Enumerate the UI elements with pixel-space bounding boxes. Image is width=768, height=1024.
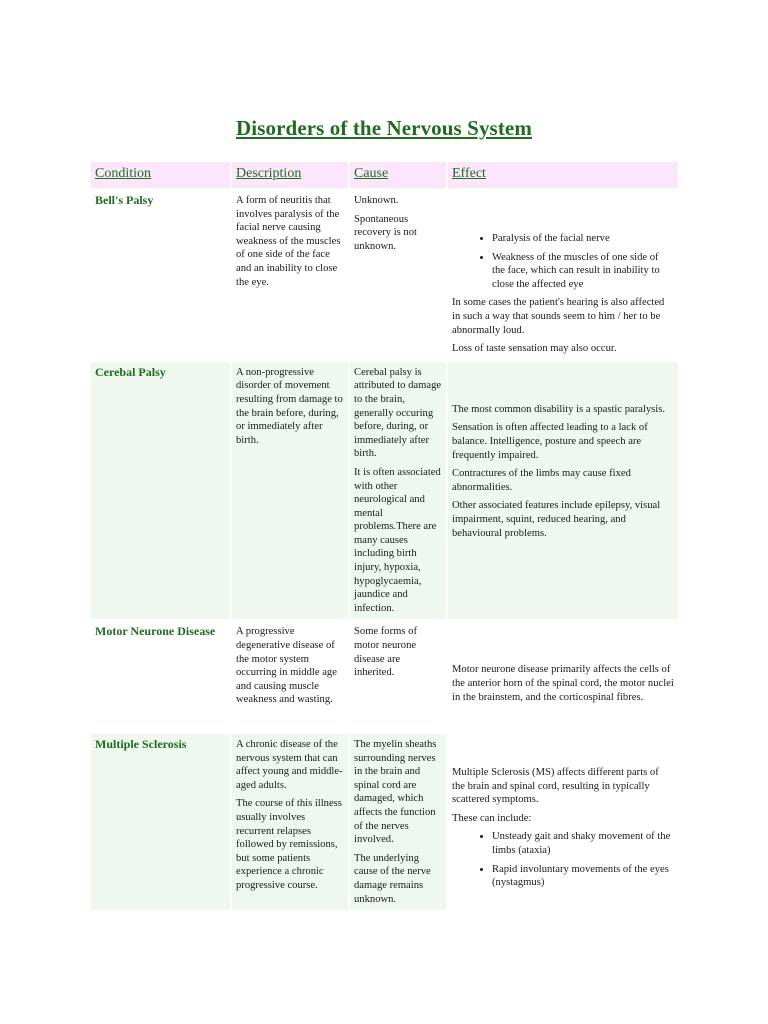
effect-bullet: • Paralysis of the facial nerve bbox=[492, 232, 674, 246]
header-effect: Effect bbox=[448, 162, 678, 188]
condition-cell: Multiple Sclerosis bbox=[91, 734, 230, 910]
condition-cell: Bell's Palsy bbox=[91, 190, 230, 360]
cause-cell bbox=[350, 621, 446, 732]
description-cell bbox=[232, 621, 348, 732]
condition-cell: Cerebal Palsy bbox=[91, 362, 230, 620]
table-header-row bbox=[91, 162, 678, 188]
disorders-table bbox=[89, 160, 680, 912]
effect-text: Sensation is often affected leading to a lack of balance. Intelligence, posture and speech are frequently impaired. bbox=[452, 422, 648, 461]
effect-text: Multiple Sclerosis (MS) affects different parts of the brain and spinal cord, resulting in typically scattered symptoms. bbox=[452, 767, 659, 806]
effect-text: Motor neurone disease primarily affects the cells of the anterior horn of the spinal cord, the motor nuclei in the brainstem, and the corticospinal fibres. bbox=[452, 664, 674, 703]
condition-cell: Motor Neurone Disease bbox=[91, 621, 230, 732]
description-text: The course of this illness usually involves recurrent relapses followed by remissions, but some patients experience a chronic progressive course. bbox=[236, 798, 342, 891]
effect-cell bbox=[448, 190, 678, 360]
header-description: Description bbox=[232, 162, 348, 188]
description-text: A progressive degenerative disease of the motor system occurring in middle age and causing muscle weakness and wasting. bbox=[236, 626, 337, 706]
table-row bbox=[91, 621, 678, 732]
effect-bullet-list bbox=[452, 830, 674, 889]
cause-text: The underlying cause of the nerve damage remains unknown. bbox=[354, 852, 431, 905]
description-text: A non-progressive disorder of movement resulting from damage to the brain before, during, or immediately after birth. bbox=[236, 366, 343, 446]
cause-text: Some forms of motor neurone disease are inherited. bbox=[354, 626, 417, 679]
effect-text: Contractures of the limbs may cause fixed abnormalities. bbox=[452, 468, 631, 493]
effect-text: These can include: bbox=[452, 812, 532, 824]
table-row bbox=[91, 734, 678, 910]
cause-cell bbox=[350, 734, 446, 910]
effect-cell bbox=[448, 734, 678, 910]
table-row bbox=[91, 362, 678, 620]
effect-text: In some cases the patient's hearing is also affected in such a way that sounds seem to him / her to be abnormally loud. bbox=[452, 297, 665, 336]
effect-text: Other associated features include epilepsy, visual impairment, squint, reduced hearing, and behavioural problems. bbox=[452, 500, 661, 539]
cause-text: Unknown. bbox=[354, 195, 399, 206]
cause-text: The myelin sheaths surrounding nerves in the brain and spinal cord are damaged, which affects the function of the nerves involved. bbox=[354, 739, 437, 846]
cause-cell bbox=[350, 362, 446, 620]
table-row bbox=[91, 190, 678, 360]
effect-text: The most common disability is a spastic paralysis. bbox=[452, 403, 666, 415]
effect-cell bbox=[448, 362, 678, 620]
cause-text: It is often associated with other neurological and mental problems.There are many causes including birth injury, hypoxia, hypoglycaemia, jaundice and infection. bbox=[354, 466, 441, 614]
description-cell bbox=[232, 362, 348, 620]
header-cause: Cause bbox=[350, 162, 446, 188]
page-title: Disorders of the Nervous System bbox=[236, 116, 532, 140]
effect-bullet-list bbox=[452, 232, 674, 291]
effect-text: Loss of taste sensation may also occur. bbox=[452, 343, 617, 355]
description-text: A form of neuritis that involves paralysis of the facial nerve causing weakness of the muscles of one side of the face and an inability to close the eye. bbox=[236, 195, 341, 288]
description-cell bbox=[232, 190, 348, 360]
cause-text: Cerebal palsy is attributed to damage to the brain, generally occuring before, during, or immediately after birth. bbox=[354, 366, 442, 460]
effect-bullet: • Rapid involuntary movements of the eyes (nystagmus) bbox=[492, 863, 674, 890]
cause-text: Spontaneous recovery is not unknown. bbox=[354, 213, 417, 252]
description-text: A chronic disease of the nervous system that can affect young and middle-aged adults. bbox=[236, 739, 343, 791]
effect-cell bbox=[448, 621, 678, 732]
cause-cell bbox=[350, 190, 446, 360]
effect-bullet: • Unsteady gait and shaky movement of the limbs (ataxia) bbox=[492, 830, 674, 857]
effect-bullet: • Weakness of the muscles of one side of the face, which can result in inability to close the affected eye bbox=[492, 251, 674, 292]
description-cell bbox=[232, 734, 348, 910]
header-condition: Condition bbox=[91, 162, 230, 188]
